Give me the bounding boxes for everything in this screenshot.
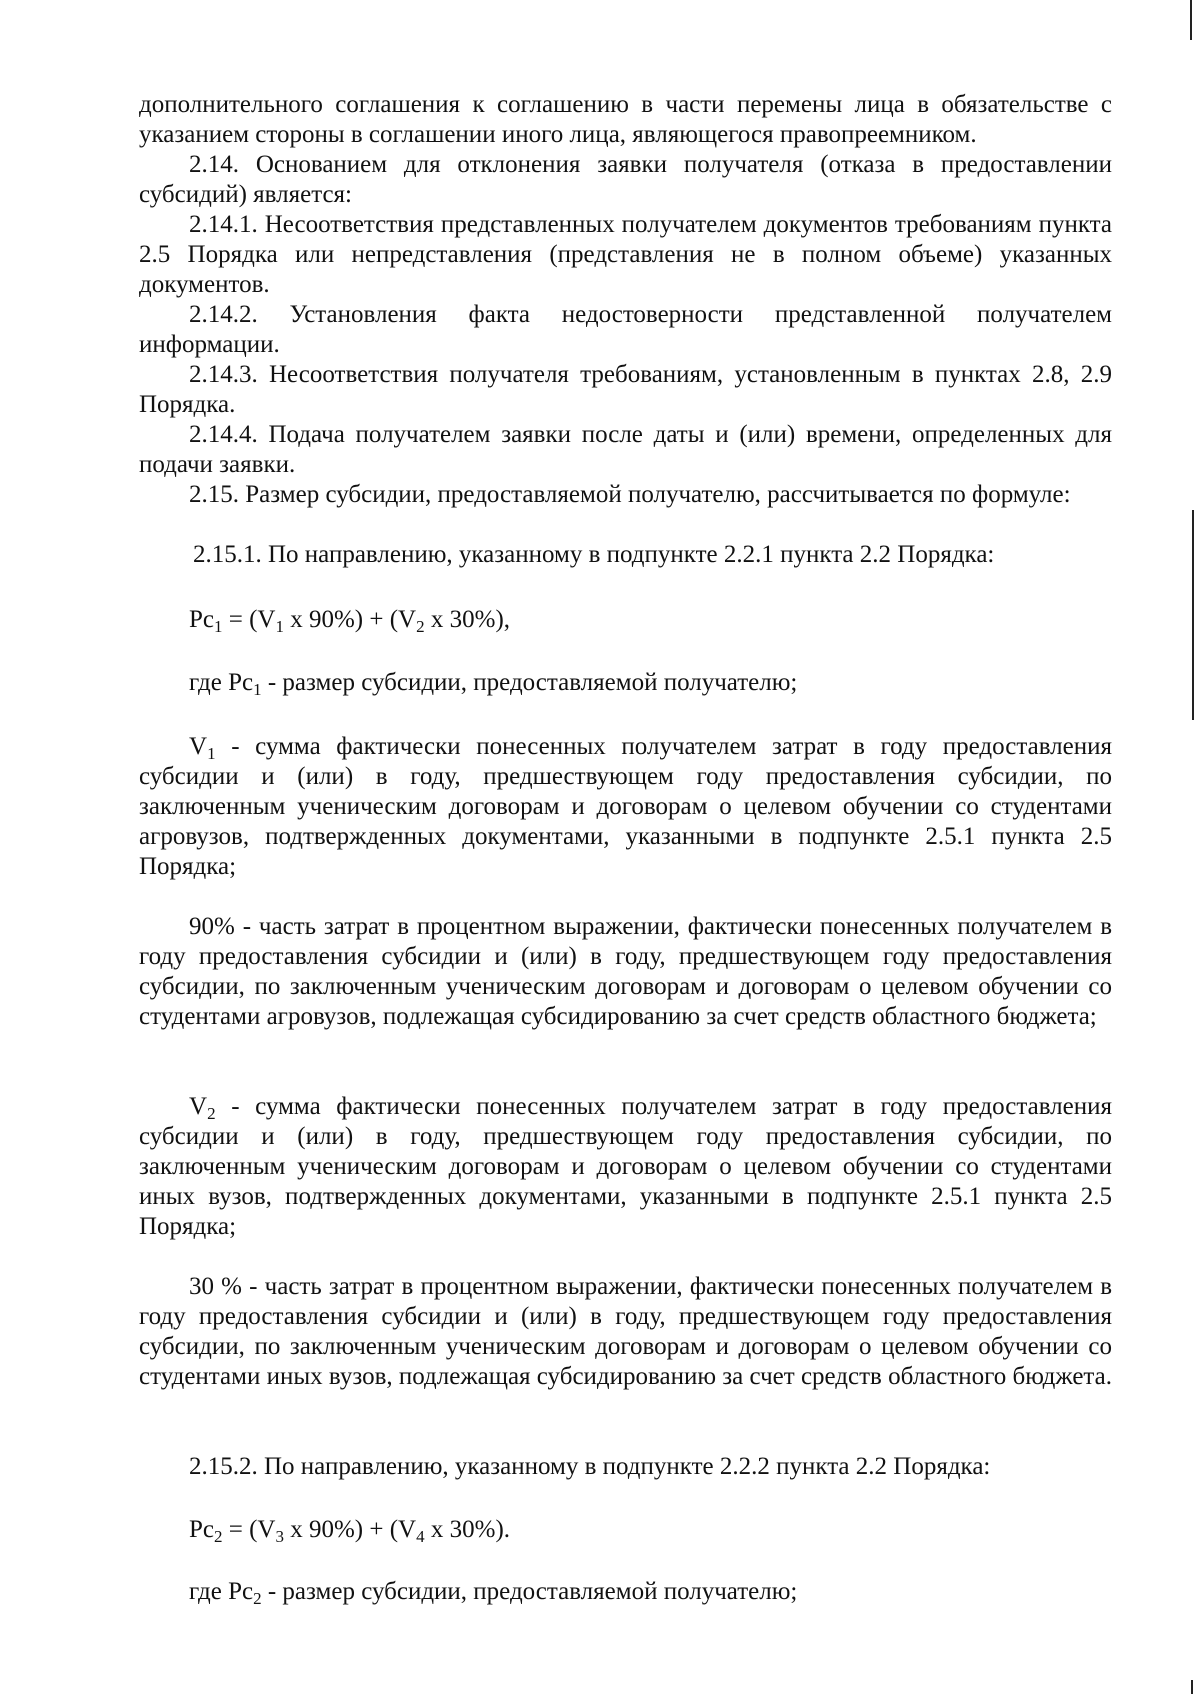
scan-edge-mark-middle xyxy=(1192,510,1194,720)
paragraph-2-14: 2.14. Основанием для отклонения заявки получателя (отказа в предоставлении субсидий) является: xyxy=(139,151,1112,208)
v1-symbol: $V_1$ xyxy=(189,733,216,763)
definition-90-percent: 90% - часть затрат в процентном выражении, фактически понесенных получателем в году предоставления субсидии и (или) в году, предшествующем году предоставления субсидии, по заключенным ученическим договорам и договорам о целевом обучении со студентами агровузов, подлежащая субсидированию за счет средств областного бюджета; xyxy=(139,913,1112,1030)
formula-rc2-definition: где $Рс_2$ - размер субсидии, предоставляемой получателю; xyxy=(189,1578,798,1608)
paragraph-2-14-1: 2.14.1. Несоответствия представленных получателем документов требованиям пункта 2.5 Порядка или непредставления (представления не в полном объеме) указанных документов. xyxy=(139,211,1112,298)
paragraph-2-15-1: 2.15.1. По направлению, указанному в подпункте 2.2.1 пункта 2.2 Порядка: xyxy=(193,541,995,568)
formula-rc1-definition: где $Рс_1$ - размер субсидии, предоставляемой получателю; xyxy=(189,669,798,699)
paragraph-2-14-2: 2.14.2. Установления факта недостоверности представленной получателем информации. xyxy=(139,301,1112,358)
paragraph-continuation: дополнительного соглашения к соглашению в части перемены лица в обязательстве с указанием стороны в соглашении иного лица, являющегося правопреемником. xyxy=(139,91,1112,148)
paragraph-2-15-2: 2.15.2. По направлению, указанному в подпункте 2.2.2 пункта 2.2 Порядка: xyxy=(189,1453,991,1480)
scan-edge-mark-bottom xyxy=(1191,1680,1193,1694)
paragraph-2-14-3: 2.14.3. Несоответствия получателя требованиям, установленным в пунктах 2.8, 2.9 Порядка. xyxy=(139,361,1112,418)
paragraph-2-14-4: 2.14.4. Подача получателем заявки после даты и (или) времени, определенных для подачи заявки. xyxy=(139,421,1112,478)
formula-rc2: $Рс_2 = (V_3$ х $90\%) + (V_4$ х 30%). xyxy=(189,1516,511,1546)
paragraph-2-15: 2.15. Размер субсидии, предоставляемой получателю, рассчитывается по формуле: xyxy=(189,481,1071,508)
definition-30-percent: 30 % - часть затрат в процентном выражении, фактически понесенных получателем в году предоставления субсидии и (или) в году, предшествующем году предоставления субсидии, по заключенным ученическим договорам и договорам о целевом обучении со студентами иных вузов, подлежащая субсидированию за счет средств областного бюджета. xyxy=(139,1273,1113,1390)
v2-symbol: $V_2$ xyxy=(189,1093,216,1123)
formula-rc1: $Рс_1 = (V_1$ х $90\%) + (V_2$ х 30%), xyxy=(189,606,511,636)
scan-edge-mark-top xyxy=(1190,0,1192,40)
definition-v1: $V_1$ - сумма фактически понесенных получателем затрат в году предоставления субсидии и (или) в году, предшествующем году предоставления субсидии, по заключенным ученическим договорам и договорам о целевом обучении со студентами агровузов, подтвержденных документами, указанными в подпункте 2.5.1 пункта 2.5 Порядка; xyxy=(139,733,1112,880)
definition-v2: $V_2$ - сумма фактически понесенных получателем затрат в году предоставления субсидии и (или) в году, предшествующем году предоставления субсидии, по заключенным ученическим договорам и договорам о целевом обучении со студентами иных вузов, подтвержденных документами, указанными в подпункте 2.5.1 пункта 2.5 Порядка; xyxy=(139,1093,1112,1240)
